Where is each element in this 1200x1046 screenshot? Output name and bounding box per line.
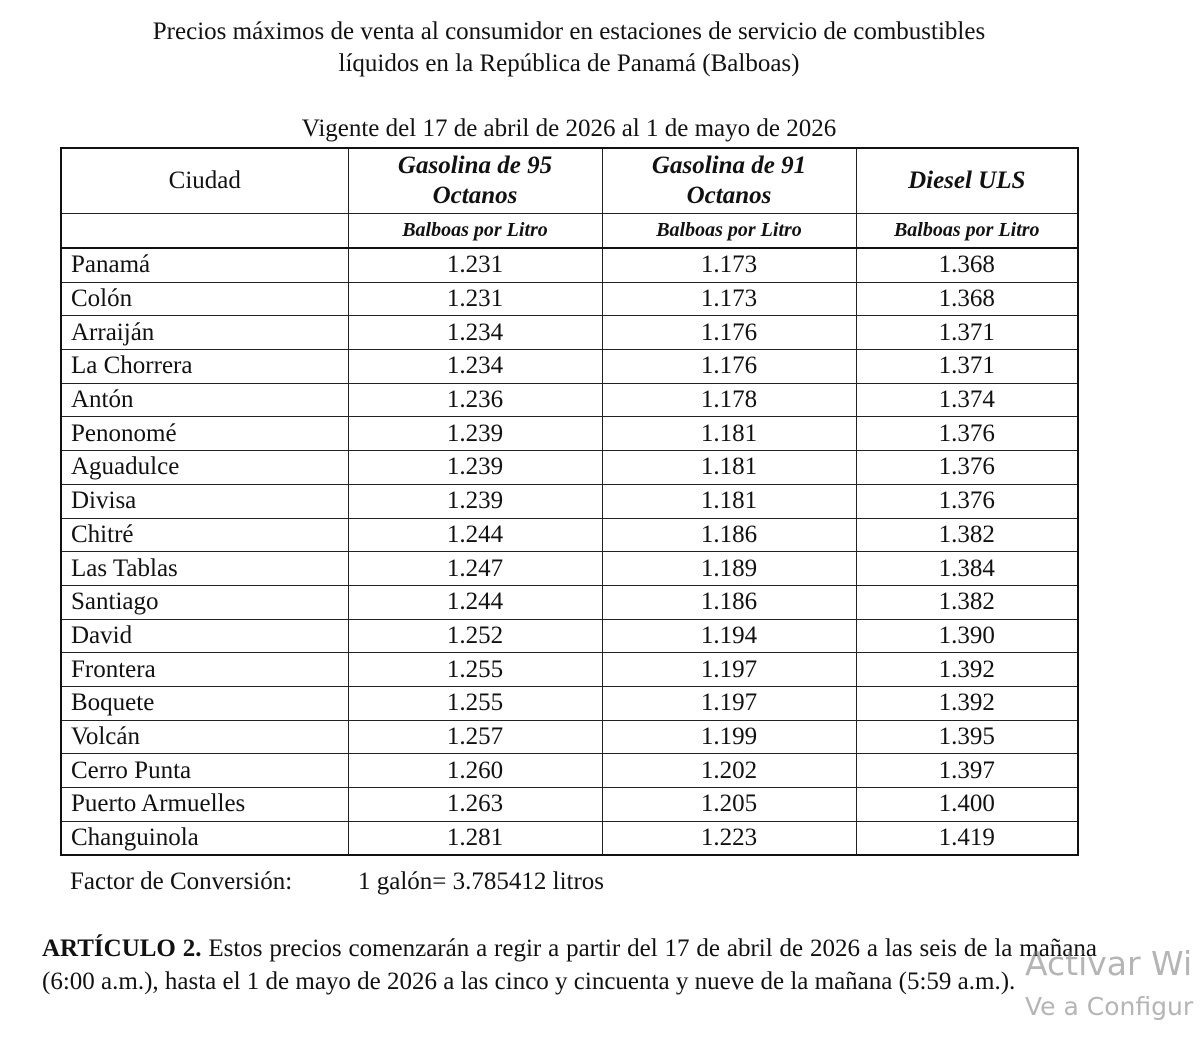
cell-gasoline-91: 1.197 (602, 653, 856, 687)
units-city-blank (61, 214, 348, 249)
cell-diesel: 1.400 (856, 788, 1078, 822)
cell-gasoline-95: 1.247 (348, 552, 602, 586)
cell-diesel: 1.376 (856, 417, 1078, 451)
watermark-line-2: Ve a Configur (1025, 992, 1194, 1021)
cell-gasoline-91: 1.223 (602, 821, 856, 855)
cell-city: Frontera (61, 653, 348, 687)
table-row (61, 788, 1078, 822)
table-units-row (61, 214, 1078, 249)
cell-gasoline-95: 1.255 (348, 686, 602, 720)
cell-city: Puerto Armuelles (61, 788, 348, 822)
table-row (61, 451, 1078, 485)
cell-gasoline-91: 1.186 (602, 518, 856, 552)
table-row (61, 720, 1078, 754)
cell-gasoline-95: 1.236 (348, 383, 602, 417)
cell-city: Las Tablas (61, 552, 348, 586)
cell-gasoline-95: 1.239 (348, 484, 602, 518)
cell-city: Colón (61, 282, 348, 316)
cell-diesel: 1.371 (856, 316, 1078, 350)
table-row (61, 619, 1078, 653)
cell-city: David (61, 619, 348, 653)
cell-gasoline-95: 1.252 (348, 619, 602, 653)
table-row (61, 350, 1078, 384)
cell-gasoline-95: 1.231 (348, 248, 602, 282)
cell-city: Santiago (61, 585, 348, 619)
header-gasoline-95-line-2: Octanos (432, 182, 518, 209)
cell-city: La Chorrera (61, 350, 348, 384)
units-gasoline-91: Balboas por Litro (602, 214, 856, 249)
cell-diesel: 1.371 (856, 350, 1078, 384)
header-gasoline-91-line-2: Octanos (686, 182, 772, 209)
cell-gasoline-95: 1.260 (348, 754, 602, 788)
conversion-value: 1 galón= 3.785412 litros (358, 868, 605, 895)
table-row (61, 282, 1078, 316)
cell-diesel: 1.384 (856, 552, 1078, 586)
cell-city: Chitré (61, 518, 348, 552)
document-title (60, 16, 1078, 80)
title-line-1: Precios máximos de venta al consumidor en estaciones de servicio de combustibles (152, 18, 986, 45)
table-row (61, 316, 1078, 350)
cell-city: Penonomé (61, 417, 348, 451)
cell-gasoline-95: 1.263 (348, 788, 602, 822)
cell-diesel: 1.368 (856, 282, 1078, 316)
cell-gasoline-91: 1.194 (602, 619, 856, 653)
cell-gasoline-91: 1.199 (602, 720, 856, 754)
cell-diesel: 1.390 (856, 619, 1078, 653)
table-row (61, 686, 1078, 720)
cell-gasoline-91: 1.181 (602, 417, 856, 451)
conversion-label: Factor de Conversión: (70, 868, 293, 895)
cell-gasoline-91: 1.205 (602, 788, 856, 822)
table-row (61, 585, 1078, 619)
cell-city: Changuinola (61, 821, 348, 855)
cell-diesel: 1.382 (856, 585, 1078, 619)
cell-city: Arraiján (61, 316, 348, 350)
cell-gasoline-91: 1.181 (602, 484, 856, 518)
cell-diesel: 1.376 (856, 451, 1078, 485)
header-gasoline-95-line-1: Gasolina de 95 (397, 152, 553, 179)
table-row (61, 821, 1078, 855)
table-row (61, 484, 1078, 518)
cell-city: Cerro Punta (61, 754, 348, 788)
table-row (61, 248, 1078, 282)
cell-gasoline-95: 1.255 (348, 653, 602, 687)
cell-diesel: 1.376 (856, 484, 1078, 518)
cell-gasoline-91: 1.197 (602, 686, 856, 720)
fuel-price-table (60, 147, 1079, 856)
cell-gasoline-91: 1.173 (602, 282, 856, 316)
article-heading: ARTÍCULO 2. (42, 935, 202, 962)
cell-gasoline-95: 1.281 (348, 821, 602, 855)
table-row (61, 518, 1078, 552)
cell-city: Panamá (61, 248, 348, 282)
header-gasoline-91-line-1: Gasolina de 91 (651, 152, 807, 179)
cell-gasoline-91: 1.173 (602, 248, 856, 282)
cell-gasoline-91: 1.176 (602, 350, 856, 384)
cell-city: Divisa (61, 484, 348, 518)
title-line-2: líquidos en la República de Panamá (Balboas) (338, 50, 800, 77)
header-gasoline-95 (348, 148, 602, 214)
units-gasoline-95: Balboas por Litro (348, 214, 602, 249)
table-header-row (61, 148, 1078, 214)
cell-diesel: 1.392 (856, 653, 1078, 687)
table-body (61, 248, 1078, 855)
watermark-line-1: Activar Wi (1025, 944, 1193, 983)
units-diesel: Balboas por Litro (856, 214, 1078, 249)
cell-diesel: 1.374 (856, 383, 1078, 417)
validity-period: Vigente del 17 de abril de 2026 al 1 de mayo de 2026 (301, 115, 837, 142)
cell-gasoline-95: 1.244 (348, 585, 602, 619)
cell-gasoline-91: 1.181 (602, 451, 856, 485)
cell-gasoline-95: 1.239 (348, 451, 602, 485)
table-row (61, 383, 1078, 417)
conversion-factor (70, 866, 605, 898)
cell-gasoline-95: 1.234 (348, 350, 602, 384)
cell-gasoline-95: 1.239 (348, 417, 602, 451)
cell-city: Volcán (61, 720, 348, 754)
table-row (61, 417, 1078, 451)
header-gasoline-91 (602, 148, 856, 214)
cell-gasoline-95: 1.244 (348, 518, 602, 552)
header-diesel-uls: Diesel ULS (856, 148, 1078, 214)
cell-diesel: 1.392 (856, 686, 1078, 720)
table-row (61, 552, 1078, 586)
cell-gasoline-91: 1.189 (602, 552, 856, 586)
table-row (61, 754, 1078, 788)
cell-gasoline-91: 1.176 (602, 316, 856, 350)
cell-diesel: 1.368 (856, 248, 1078, 282)
cell-gasoline-91: 1.202 (602, 754, 856, 788)
header-city: Ciudad (61, 148, 348, 214)
cell-gasoline-91: 1.178 (602, 383, 856, 417)
article-2-paragraph (42, 932, 1097, 998)
cell-diesel: 1.382 (856, 518, 1078, 552)
cell-city: Antón (61, 383, 348, 417)
article-text: Estos precios comenzarán a regir a partir del 17 de abril de 2026 a las seis de la mañana (6:00 a.m.), hasta el 1 de mayo de 2026 a las cinco y cincuenta y nueve de la mañana (5:59 a.m.). (42, 935, 1097, 995)
cell-gasoline-91: 1.186 (602, 585, 856, 619)
windows-activation-watermark (1025, 942, 1193, 1024)
cell-city: Aguadulce (61, 451, 348, 485)
cell-gasoline-95: 1.231 (348, 282, 602, 316)
cell-gasoline-95: 1.234 (348, 316, 602, 350)
cell-gasoline-95: 1.257 (348, 720, 602, 754)
table-row (61, 653, 1078, 687)
cell-diesel: 1.395 (856, 720, 1078, 754)
cell-city: Boquete (61, 686, 348, 720)
cell-diesel: 1.397 (856, 754, 1078, 788)
cell-diesel: 1.419 (856, 821, 1078, 855)
